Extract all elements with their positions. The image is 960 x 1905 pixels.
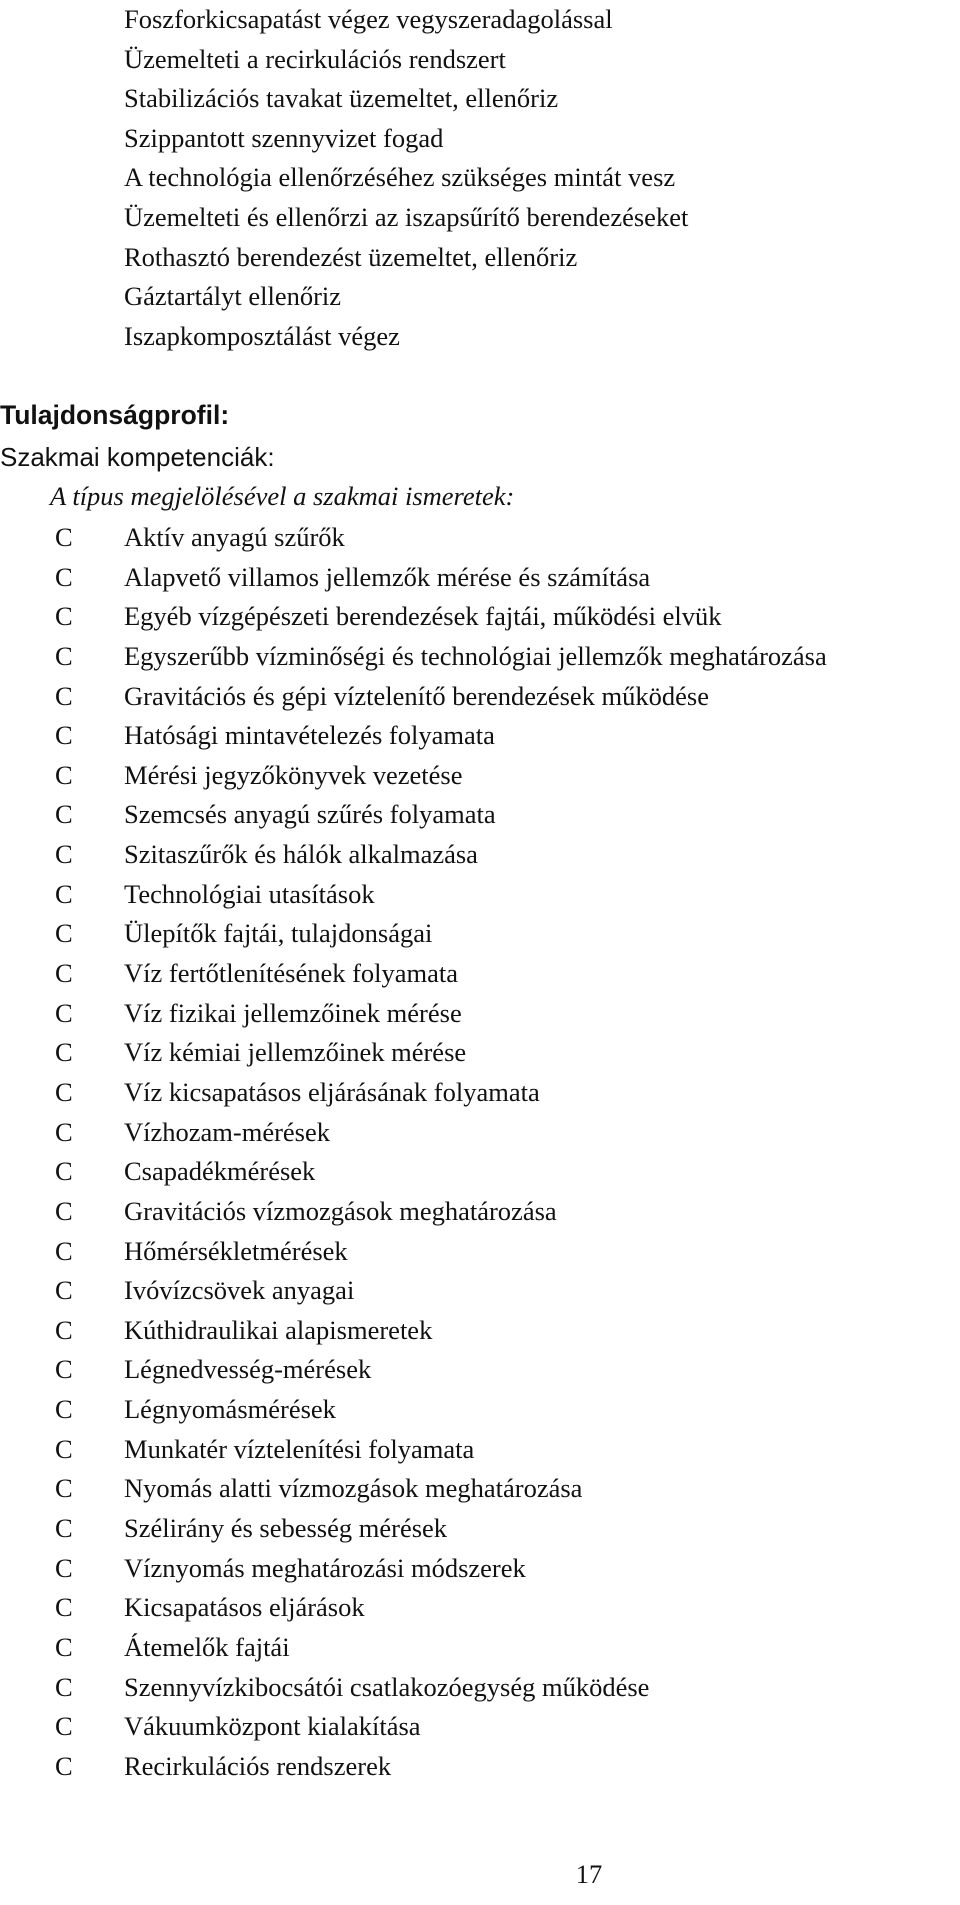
competency-text: Alapvető villamos jellemzők mérése és számítása [124, 561, 651, 592]
task-item: Iszapkomposztálást végez [124, 320, 400, 351]
competency-level-mark: C [55, 720, 73, 751]
competency-level-mark: C [55, 918, 73, 949]
competency-text: Vákuumközpont kialakítása [124, 1711, 421, 1742]
competency-text: Víz kémiai jellemzőinek mérése [124, 1037, 467, 1068]
competency-level-mark: C [55, 640, 73, 671]
competency-level-mark: C [55, 1314, 73, 1345]
competency-level-mark: C [55, 1592, 73, 1623]
competency-level-mark: C [55, 1195, 73, 1226]
competency-level-mark: C [55, 958, 73, 989]
competency-text: Mérési jegyzőkönyvek vezetése [124, 759, 463, 790]
competency-level-mark: C [55, 561, 73, 592]
competency-text: Egyéb vízgépészeti berendezések fajtái, működési elvük [124, 601, 722, 632]
competency-level-mark: C [55, 1711, 73, 1742]
competency-text: Víznyomás meghatározási módszerek [124, 1552, 526, 1583]
competency-level-mark: C [55, 1750, 73, 1781]
competency-text: Szemcsés anyagú szűrés folyamata [124, 799, 496, 830]
competency-level-mark: C [55, 1156, 73, 1187]
competency-level-mark: C [55, 1513, 73, 1544]
competency-text: Recirkulációs rendszerek [124, 1750, 392, 1781]
competency-level-mark: C [55, 1354, 73, 1385]
competency-level-mark: C [55, 680, 73, 711]
competency-text: Szennyvízkibocsátói csatlakozóegység működése [124, 1671, 650, 1702]
competency-level-mark: C [55, 759, 73, 790]
competency-text: Légnedvesség-mérések [124, 1354, 372, 1385]
competency-text: Aktív anyagú szűrők [124, 522, 345, 552]
competency-text: Víz fertőtlenítésének folyamata [124, 958, 459, 989]
competency-text: Csapadékmérések [124, 1156, 316, 1187]
competency-level-mark: C [55, 1275, 73, 1306]
task-item: Üzemelteti és ellenőrzi az iszapsűrítő berendezéseket [124, 201, 689, 232]
task-item: Gáztartályt ellenőriz [124, 281, 342, 312]
section-heading: Tulajdonságprofil: [0, 400, 230, 430]
competency-text: Ivóvízcsövek anyagai [124, 1275, 355, 1306]
competency-text: Hatósági mintavételezés folyamata [124, 720, 495, 751]
competency-level-mark: C [55, 839, 73, 870]
competency-level-mark: C [55, 1394, 73, 1425]
competency-text: Technológiai utasítások [124, 878, 375, 909]
competency-text: Egyszerűbb vízminőségi és technológiai jellemzők meghatározása [124, 640, 827, 671]
competency-intro: A típus megjelölésével a szakmai ismeretek: [50, 481, 515, 511]
task-list [124, 0, 688, 356]
competency-level-mark: C [55, 1235, 73, 1266]
task-item: Szippantott szennyvizet fogad [124, 122, 444, 153]
competency-text: Kicsapatásos eljárások [124, 1592, 365, 1623]
page-number: 17 [575, 1859, 603, 1889]
competency-level-mark: C [55, 1433, 73, 1464]
task-item: Rothasztó berendezést üzemeltet, ellenőriz [124, 241, 578, 272]
competency-text: Átemelők fajtái [124, 1631, 290, 1662]
competency-text: Gravitációs vízmozgások meghatározása [124, 1195, 557, 1226]
competency-text: Szélirány és sebesség mérések [124, 1513, 448, 1544]
competency-text: Nyomás alatti vízmozgások meghatározása [124, 1473, 583, 1504]
competency-text: Munkatér víztelenítési folyamata [124, 1433, 475, 1464]
task-item: Foszforkicsapatást végez vegyszeradagolással [124, 4, 613, 34]
competency-text: Légnyomásmérések [124, 1394, 336, 1425]
task-item: A technológia ellenőrzéséhez szükséges mintát vesz [124, 162, 676, 193]
competency-text: Hőmérsékletmérések [124, 1235, 348, 1266]
competency-level-mark: C [55, 1671, 73, 1702]
competency-level-mark: C [55, 522, 73, 552]
competency-level-mark: C [55, 997, 73, 1028]
competency-text: Vízhozam-mérések [124, 1116, 331, 1147]
competency-text: Gravitációs és gépi víztelenítő berendezések működése [124, 680, 709, 711]
competency-level-mark: C [55, 1473, 73, 1504]
competency-text: Víz fizikai jellemzőinek mérése [124, 997, 462, 1028]
competency-text: Víz kicsapatásos eljárásának folyamata [124, 1076, 540, 1107]
competency-level-mark: C [55, 878, 73, 909]
competency-level-mark: C [55, 1076, 73, 1107]
competency-text: Kúthidraulikai alapismeretek [124, 1314, 433, 1345]
competency-level-mark: C [55, 601, 73, 632]
competency-level-mark: C [55, 1552, 73, 1583]
competency-text: Ülepítők fajtái, tulajdonságai [124, 918, 433, 949]
competency-level-mark: C [55, 799, 73, 830]
competency-text: Szitaszűrők és hálók alkalmazása [124, 839, 478, 870]
competency-level-mark: C [55, 1037, 73, 1068]
task-item: Stabilizációs tavakat üzemeltet, ellenőriz [124, 83, 559, 114]
competency-level-mark: C [55, 1631, 73, 1662]
task-item: Üzemelteti a recirkulációs rendszert [124, 43, 506, 74]
section-subheading: Szakmai kompetenciák: [0, 442, 275, 472]
competency-level-mark: C [55, 1116, 73, 1147]
